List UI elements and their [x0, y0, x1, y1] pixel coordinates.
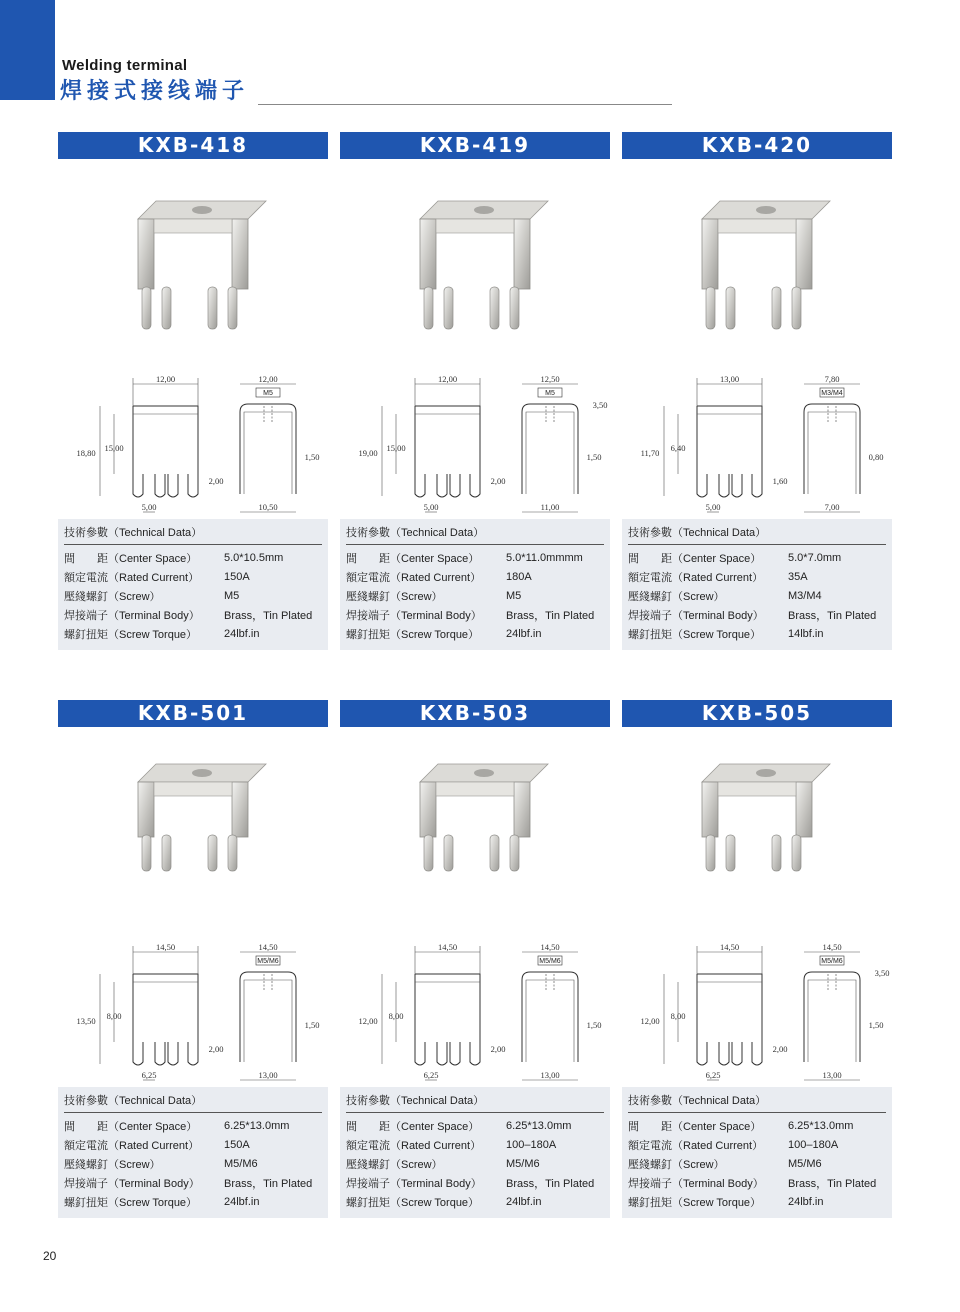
dimension-label-bottom_right: 7,00	[824, 502, 840, 512]
dimension-label-h_inner: 6,40	[670, 443, 686, 453]
spec-value: M3/M4	[788, 589, 822, 602]
spec-row-torque	[628, 625, 886, 644]
dimension-label-h_inner: 8,00	[388, 1011, 404, 1021]
product-model-title: KXB-503	[340, 700, 610, 727]
product-card	[58, 132, 328, 650]
spec-label: 額定電流（Rated Current）	[64, 1139, 200, 1152]
spec-row-current	[628, 1135, 886, 1154]
dimension-label-top_left: 14,50	[155, 942, 176, 952]
dimension-label-pitch: 5,00	[705, 502, 721, 512]
dimension-drawing	[622, 344, 892, 519]
dimension-label-extra: 3,50	[592, 400, 608, 410]
spec-value: 24lbf.in	[224, 628, 260, 641]
spec-row-spacing	[64, 548, 322, 567]
spec-row-torque	[346, 625, 604, 644]
dimension-label-thick: 0,80	[868, 452, 884, 462]
dimension-label-pitch: 6,25	[423, 1070, 439, 1080]
spec-row-torque	[64, 1193, 322, 1212]
dimension-label-box: M5/M6	[257, 958, 279, 965]
dimension-label-top_left: 14,50	[437, 942, 458, 952]
technical-drawing	[622, 344, 892, 519]
spec-table	[58, 1087, 328, 1218]
spec-row-spacing	[346, 1116, 604, 1135]
technical-drawing	[340, 912, 610, 1087]
dimension-label-thick: 1,50	[586, 452, 602, 462]
spec-label: 螺釘扭矩（Screw Torque）	[628, 629, 762, 642]
spec-value: 5.0*10.5mm	[224, 551, 284, 564]
spec-row-body	[628, 1174, 886, 1193]
spec-label: 螺釘扭矩（Screw Torque）	[628, 1197, 762, 1210]
spec-label: 壓綫螺釘（Screw）	[628, 1158, 725, 1171]
spec-value: 180A	[506, 570, 532, 583]
spec-row-torque	[64, 625, 322, 644]
spec-row-screw	[628, 586, 886, 605]
spec-row-spacing	[346, 548, 604, 567]
dimension-label-h_inner: 8,00	[670, 1011, 686, 1021]
spec-row-current	[64, 1135, 322, 1154]
spec-table	[340, 1087, 610, 1218]
spec-label: 焊接端子（Terminal Body）	[628, 1178, 764, 1191]
product-model-title: KXB-418	[58, 132, 328, 159]
spec-label: 額定電流（Rated Current）	[628, 1139, 764, 1152]
spec-label: 壓綫螺釘（Screw）	[346, 1158, 443, 1171]
spec-label: 間 距（Center Space）	[628, 1120, 762, 1133]
product-model-title: KXB-419	[340, 132, 610, 159]
title-divider	[258, 104, 672, 105]
spec-value: Brass，Tin Plated	[506, 610, 595, 623]
spec-row-current	[346, 567, 604, 586]
terminal-photo	[622, 727, 892, 912]
spec-row-screw	[64, 1154, 322, 1173]
spec-value: Brass，Tin Plated	[224, 610, 313, 623]
dimension-label-top_right: 12,00	[258, 374, 278, 384]
page-title: 焊接式接线端子	[60, 79, 250, 104]
dimension-label-thick: 1,50	[868, 1020, 884, 1030]
spec-value: M5	[224, 589, 240, 602]
spec-label: 壓綫螺釘（Screw）	[346, 590, 443, 603]
technical-drawing	[58, 344, 328, 519]
product-model-title: KXB-501	[58, 700, 328, 727]
dimension-label-gap: 2,00	[208, 476, 224, 486]
dimension-label-pitch: 5,00	[423, 502, 439, 512]
spec-value: 150A	[224, 570, 250, 583]
spec-label: 間 距（Center Space）	[64, 552, 198, 565]
spec-label: 焊接端子（Terminal Body）	[628, 610, 764, 623]
spec-row-torque	[346, 1193, 604, 1212]
spec-label: 額定電流（Rated Current）	[346, 571, 482, 584]
spec-table	[622, 519, 892, 650]
spec-row-body	[64, 606, 322, 625]
spec-label: 額定電流（Rated Current）	[628, 571, 764, 584]
dimension-label-top_left: 14,50	[719, 942, 740, 952]
dimension-label-thick: 1,50	[586, 1020, 602, 1030]
spec-value: 24lbf.in	[224, 1196, 260, 1209]
spec-table-heading: 技術參數（Technical Data）	[346, 523, 604, 545]
product-photo	[622, 727, 892, 912]
spec-table-heading: 技術參數（Technical Data）	[628, 1091, 886, 1113]
spec-value: Brass，Tin Plated	[224, 1178, 313, 1191]
spec-table-heading: 技術參數（Technical Data）	[64, 523, 322, 545]
dimension-label-h_inner: 15,00	[104, 443, 124, 453]
technical-drawing	[58, 912, 328, 1087]
dimension-label-box: M5/M6	[821, 958, 843, 965]
dimension-label-top_left: 12,00	[155, 374, 176, 384]
spec-row-current	[628, 567, 886, 586]
spec-table-heading: 技術參數（Technical Data）	[628, 523, 886, 545]
dimension-label-h_outer: 12,00	[358, 1016, 378, 1026]
dimension-label-bottom_right: 10,50	[258, 502, 278, 512]
spec-label: 額定電流（Rated Current）	[64, 571, 200, 584]
technical-drawing	[340, 344, 610, 519]
dimension-label-pitch: 5,00	[141, 502, 157, 512]
spec-value: 100–180A	[788, 1138, 839, 1151]
product-photo	[58, 727, 328, 912]
product-photo	[340, 159, 610, 344]
dimension-label-h_outer: 11,70	[640, 448, 660, 458]
dimension-label-gap: 2,00	[490, 1044, 506, 1054]
dimension-label-thick: 1,50	[304, 452, 320, 462]
product-card	[58, 700, 328, 1218]
dimension-drawing	[622, 912, 892, 1087]
spec-row-screw	[64, 586, 322, 605]
spec-value: 100–180A	[506, 1138, 557, 1151]
technical-drawing	[622, 912, 892, 1087]
product-model-title: KXB-505	[622, 700, 892, 727]
spec-table-heading: 技術參數（Technical Data）	[64, 1091, 322, 1113]
spec-value: 24lbf.in	[506, 1196, 542, 1209]
dimension-drawing	[340, 344, 610, 519]
dimension-label-box: M5	[263, 390, 273, 397]
spec-label: 間 距（Center Space）	[346, 552, 480, 565]
dimension-label-top_right: 14,50	[258, 942, 278, 952]
spec-label: 壓綫螺釘（Screw）	[628, 590, 725, 603]
spec-value: Brass，Tin Plated	[788, 1178, 877, 1191]
dimension-label-box: M5	[545, 390, 555, 397]
terminal-photo	[340, 159, 610, 344]
spec-value: M5/M6	[506, 1157, 540, 1170]
spec-row-body	[346, 606, 604, 625]
dimension-label-top_right: 14,50	[822, 942, 842, 952]
spec-label: 螺釘扭矩（Screw Torque）	[346, 629, 480, 642]
dimension-label-pitch: 6,25	[705, 1070, 721, 1080]
spec-table	[58, 519, 328, 650]
dimension-label-top_right: 7,80	[824, 374, 840, 384]
product-photo	[58, 159, 328, 344]
spec-table-heading: 技術參數（Technical Data）	[346, 1091, 604, 1113]
dimension-label-h_inner: 15,00	[386, 443, 406, 453]
spec-value: 35A	[788, 570, 808, 583]
spec-value: 14lbf.in	[788, 628, 824, 641]
spec-row-current	[346, 1135, 604, 1154]
dimension-label-top_left: 13,00	[719, 374, 740, 384]
spec-value: Brass，Tin Plated	[506, 1178, 595, 1191]
spec-row-body	[64, 1174, 322, 1193]
dimension-label-top_right: 14,50	[540, 942, 560, 952]
terminal-photo	[58, 727, 328, 912]
spec-row-spacing	[628, 1116, 886, 1135]
spec-label: 額定電流（Rated Current）	[346, 1139, 482, 1152]
spec-table	[622, 1087, 892, 1218]
dimension-label-bottom_right: 13,00	[540, 1070, 560, 1080]
product-card	[340, 132, 610, 650]
dimension-label-bottom_right: 13,00	[258, 1070, 278, 1080]
product-card	[622, 132, 892, 650]
spec-value: 6.25*13.0mm	[506, 1119, 572, 1132]
corner-accent-tab	[0, 0, 55, 100]
page-subtitle: Welding terminal	[62, 57, 188, 74]
spec-value: 24lbf.in	[506, 628, 542, 641]
spec-row-body	[346, 1174, 604, 1193]
spec-value: 24lbf.in	[788, 1196, 824, 1209]
dimension-label-top_left: 12,00	[437, 374, 458, 384]
terminal-photo	[622, 159, 892, 344]
spec-row-spacing	[628, 548, 886, 567]
spec-label: 間 距（Center Space）	[64, 1120, 198, 1133]
dimension-label-bottom_right: 13,00	[822, 1070, 842, 1080]
spec-value: 150A	[224, 1138, 250, 1151]
spec-value: 6.25*13.0mm	[788, 1119, 854, 1132]
page-number: 20	[43, 1249, 57, 1263]
spec-label: 螺釘扭矩（Screw Torque）	[346, 1197, 480, 1210]
dimension-label-pitch: 6,25	[141, 1070, 157, 1080]
dimension-label-gap: 2,00	[772, 1044, 788, 1054]
dimension-drawing	[58, 344, 328, 519]
dimension-label-gap: 2,00	[208, 1044, 224, 1054]
spec-label: 螺釘扭矩（Screw Torque）	[64, 1197, 198, 1210]
spec-row-screw	[346, 586, 604, 605]
spec-value: M5/M6	[224, 1157, 258, 1170]
spec-label: 焊接端子（Terminal Body）	[64, 610, 200, 623]
spec-label: 焊接端子（Terminal Body）	[64, 1178, 200, 1191]
spec-value: 5.0*7.0mm	[788, 551, 842, 564]
spec-row-screw	[628, 1154, 886, 1173]
spec-row-current	[64, 567, 322, 586]
dimension-label-bottom_right: 11,00	[540, 502, 560, 512]
spec-label: 焊接端子（Terminal Body）	[346, 1178, 482, 1191]
spec-table	[340, 519, 610, 650]
dimension-label-h_outer: 12,00	[640, 1016, 660, 1026]
dimension-drawing	[58, 912, 328, 1087]
spec-row-torque	[628, 1193, 886, 1212]
spec-row-spacing	[64, 1116, 322, 1135]
dimension-label-extra: 3,50	[874, 968, 890, 978]
spec-row-screw	[346, 1154, 604, 1173]
dimension-label-h_outer: 19,00	[358, 448, 378, 458]
spec-value: Brass，Tin Plated	[788, 610, 877, 623]
spec-row-body	[628, 606, 886, 625]
dimension-label-h_outer: 13,50	[76, 1016, 96, 1026]
spec-value: 6.25*13.0mm	[224, 1119, 290, 1132]
spec-label: 焊接端子（Terminal Body）	[346, 610, 482, 623]
dimension-label-box: M5/M6	[539, 958, 561, 965]
product-card	[622, 700, 892, 1218]
dimension-label-top_right: 12,50	[540, 374, 560, 384]
product-photo	[622, 159, 892, 344]
product-card	[340, 700, 610, 1218]
product-photo	[340, 727, 610, 912]
spec-value: 5.0*11.0mmmm	[506, 551, 583, 564]
product-model-title: KXB-420	[622, 132, 892, 159]
dimension-label-box: M3/M4	[821, 390, 843, 397]
spec-value: M5	[506, 589, 522, 602]
terminal-photo	[340, 727, 610, 912]
dimension-label-h_inner: 8,00	[106, 1011, 122, 1021]
spec-label: 間 距（Center Space）	[346, 1120, 480, 1133]
spec-label: 壓綫螺釘（Screw）	[64, 590, 161, 603]
spec-label: 螺釘扭矩（Screw Torque）	[64, 629, 198, 642]
dimension-drawing	[340, 912, 610, 1087]
spec-label: 壓綫螺釘（Screw）	[64, 1158, 161, 1171]
dimension-label-h_outer: 18,80	[76, 448, 96, 458]
dimension-label-thick: 1,50	[304, 1020, 320, 1030]
dimension-label-gap: 1,60	[772, 476, 788, 486]
spec-label: 間 距（Center Space）	[628, 552, 762, 565]
spec-value: M5/M6	[788, 1157, 822, 1170]
dimension-label-gap: 2,00	[490, 476, 506, 486]
terminal-photo	[58, 159, 328, 344]
